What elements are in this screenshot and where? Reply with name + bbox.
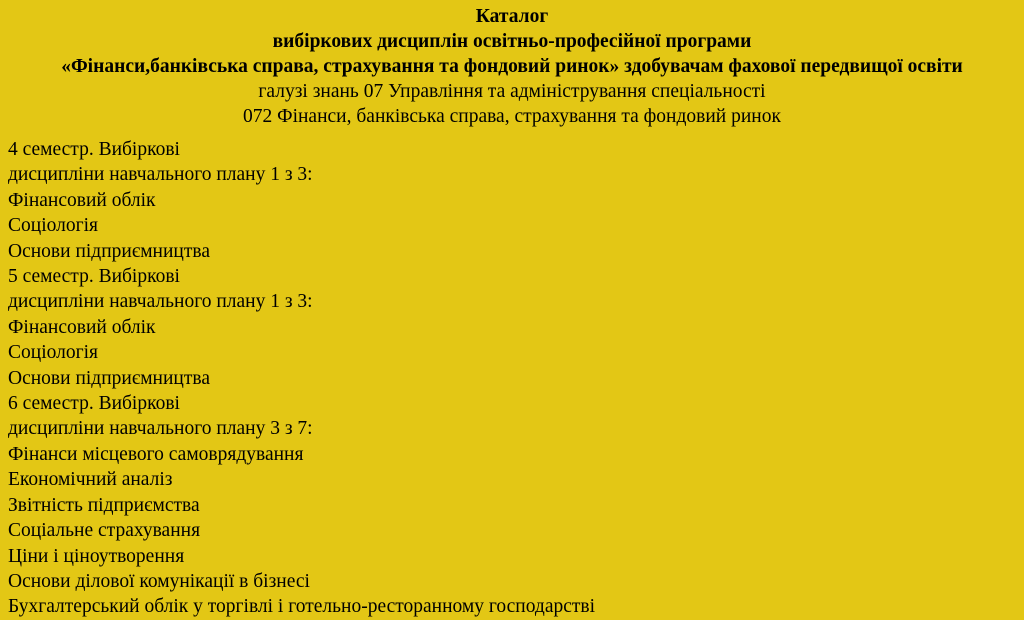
body-line-7: дисципліни навчального плану 1 з 3: [8, 291, 313, 313]
body-line-13: Фінанси місцевого самоврядування [8, 443, 304, 465]
title-line-5: 072 Фінанси, банківська справа, страхування та фондовий ринок [243, 106, 781, 127]
title-line-1: Каталог [475, 6, 549, 27]
slide-body-block [0, 137, 1024, 620]
body-line-9: Соціологія [8, 342, 98, 364]
body-line-16: Соціальне страхування [8, 520, 201, 542]
title-line-3: «Фінанси,банківська справа, страхування та фондовий ринок» здобувачам фахової передвищої освіти [61, 56, 963, 77]
body-line-19: Бухгалтерський облік у торгівлі і готельно-ресторанному господарстві [8, 596, 596, 618]
body-line-17: Ціни і ціноутворення [8, 545, 185, 567]
body-line-2: дисципліни навчального плану 1 з 3: [8, 164, 313, 186]
body-line-14: Економічний аналіз [8, 469, 173, 491]
body-line-4: Соціологія [8, 215, 98, 237]
slide-title-block [0, 0, 1024, 129]
title-line-4: галузі знань 07 Управління та адміністрування спеціальності [258, 81, 766, 102]
body-line-1: 4 семестр. Вибіркові [8, 139, 180, 160]
body-line-3: Фінансовий облік [8, 189, 156, 211]
body-line-6: 5 семестр. Вибіркові [8, 266, 180, 288]
body-line-18: Основи ділової комунікації в бізнесі [8, 570, 310, 592]
body-line-15: Звітність підприємства [8, 494, 200, 516]
body-line-10: Основи підприємництва [8, 367, 210, 389]
body-line-12: дисципліни навчального плану 3 з 7: [8, 418, 313, 440]
body-line-5: Основи підприємництва [8, 240, 210, 262]
body-line-11: 6 семестр. Вибіркові [8, 393, 180, 415]
title-line-2: вибіркових дисциплін освітньо-професійної програми [272, 31, 752, 52]
body-line-8: Фінансовий облік [8, 316, 156, 338]
